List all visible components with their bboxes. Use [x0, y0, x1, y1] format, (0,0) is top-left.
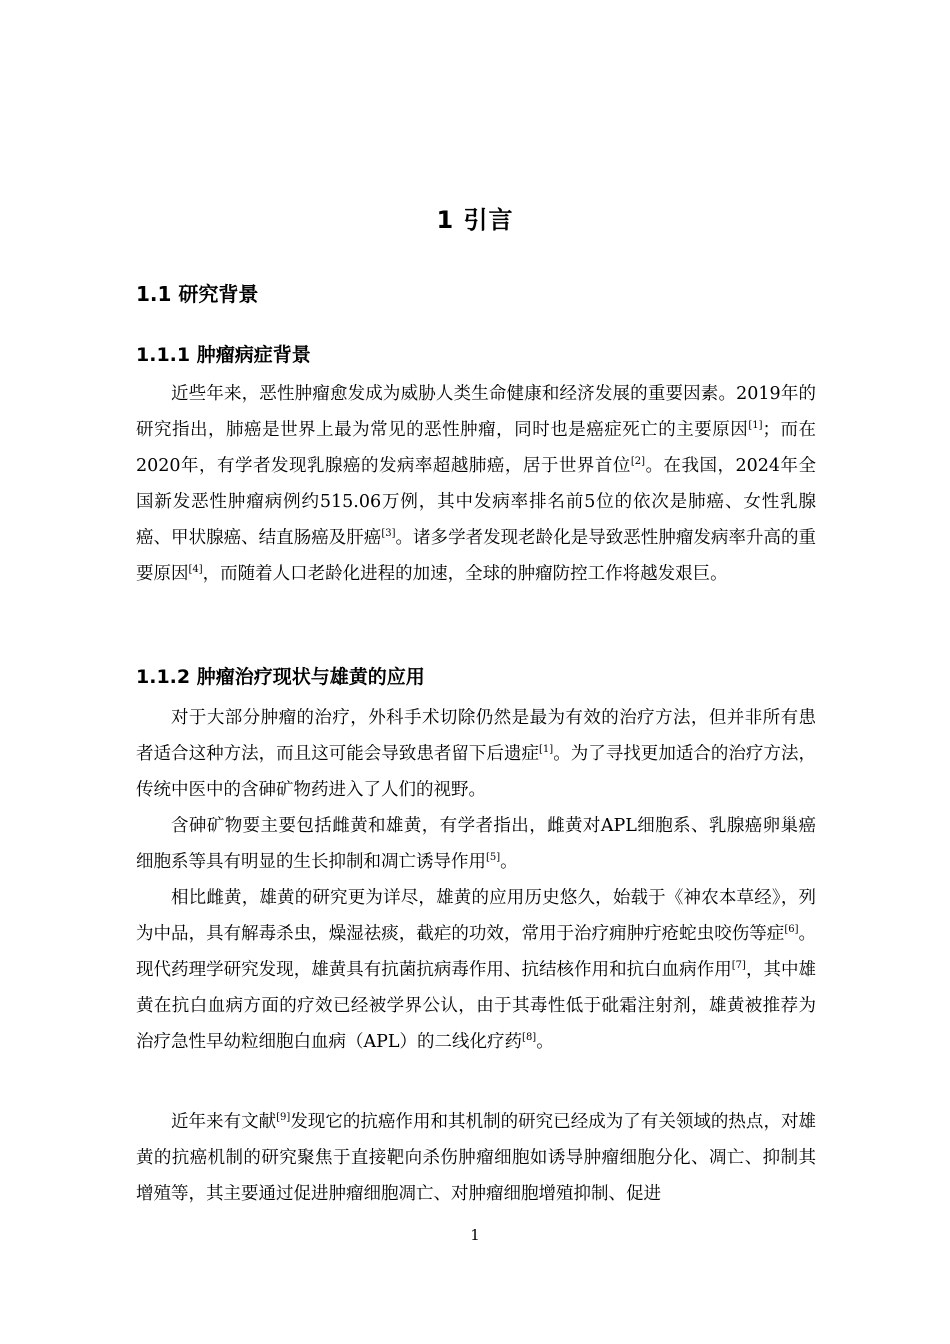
citation-marker: [1] — [748, 420, 763, 432]
paragraph-anticancer: 近年来有文献[9]发现它的抗癌作用和其机制的研究已经成为了有关领域的热点，对雄黄的抗癌机制的研究聚焦于直接靶向杀伤肿瘤细胞如诱导肿瘤细胞分化、凋亡、抑制其增殖等，其主要通过促进肿瘤细胞凋亡、对肿瘤细胞增殖抑制、促进 — [136, 1112, 817, 1204]
section-title: 1.1 研究背景 — [136, 282, 259, 306]
page-number: 1 — [470, 1226, 480, 1244]
citation-marker: [2] — [630, 456, 646, 468]
citation-marker: [3] — [381, 528, 396, 540]
paragraph-tumor-background: 近些年来，恶性肿瘤愈发成为威胁人类生命健康和经济发展的重要因素。2019年的研究指出，肺癌是世界上最为常见的恶性肿瘤，同时也是癌症死亡的主要原因[1]；而在2020年，有学者发现乳腺癌的发病率超越肺癌，居于世界首位[2]。在我国，2024年全国新发恶性肿瘤病例约515.06万例，其中发病率排名前5位的依次是肺癌、女性乳腺癌、甲状腺癌、结直肠癌及肝癌[3]。诸多学者发现老龄化是导致恶性肿瘤发病率升高的重要原因[4]，而随着人口老龄化进程的加速，全球的肿瘤防控工作将越发艰巨。 — [136, 384, 817, 584]
citation-marker: [4] — [188, 564, 203, 576]
citation-marker: [5] — [486, 852, 501, 864]
citation-marker: [8] — [522, 1032, 537, 1044]
subsection-title-2: 1.1.2 肿瘤治疗现状与雄黄的应用 — [136, 666, 425, 688]
paragraph-realgar: 相比雌黄，雄黄的研究更为详尽，雄黄的应用历史悠久，始载于《神农本草经》，列为中品，具有解毒杀虫，燥湿祛痰，截疟的功效，常用于治疗痈肿疔疮蛇虫咬伤等症[6]。现代药理学研究发现，雄黄具有抗菌抗病毒作用、抗结核作用和抗白血病作用[7]，其中雄黄在抗白血病方面的疗效已经被学界公认，由于其毒性低于砒霜注射剂，雄黄被推荐为治疗急性早幼粒细胞白血病（APL）的二线化疗药[8]。 — [136, 888, 817, 1052]
paragraph-arsenic-minerals: 含砷矿物要主要包括雌黄和雄黄，有学者指出，雌黄对APL细胞系、乳腺癌卵巢癌细胞系等具有明显的生长抑制和凋亡诱导作用[5]。 — [136, 816, 816, 872]
citation-marker: [9] — [276, 1112, 291, 1124]
citation-marker: [7] — [731, 960, 746, 972]
paragraph-treatment-status: 对于大部分肿瘤的治疗，外科手术切除仍然是最为有效的治疗方法，但并非所有患者适合这种方法，而且这可能会导致患者留下后遗症[1]。为了寻找更加适合的治疗方法，传统中医中的含砷矿物药进入了人们的视野。 — [136, 708, 816, 800]
citation-marker: [1] — [539, 744, 554, 756]
subsection-title-1: 1.1.1 肿瘤病症背景 — [136, 344, 311, 366]
chapter-title: 1 引言 — [436, 206, 514, 234]
citation-marker: [6] — [784, 924, 799, 936]
